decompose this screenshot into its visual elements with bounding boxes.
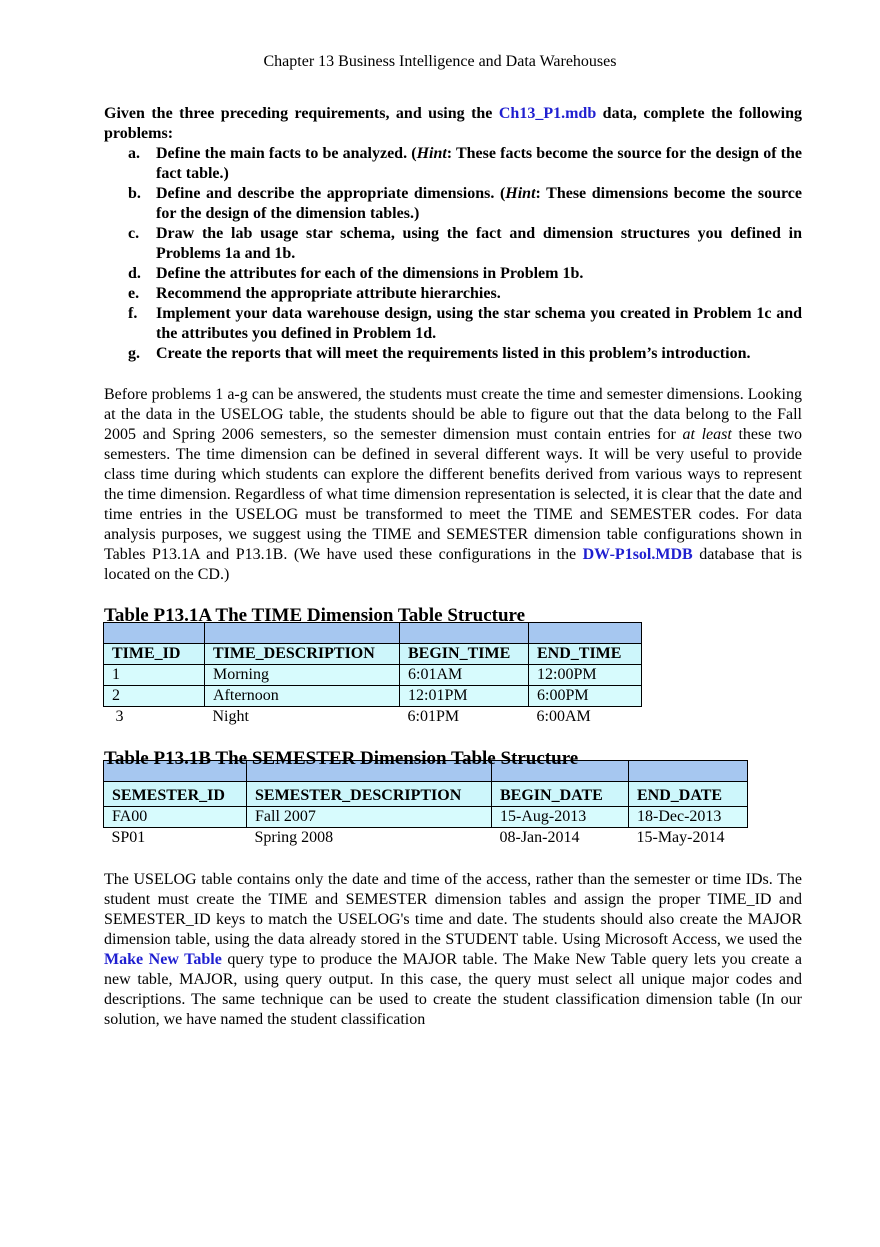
table-cell: 6:01AM [400,665,529,686]
problem-text: Draw the lab usage star schema, using the fact and dimension structures you defined in Problems 1a and 1b. [156,225,802,262]
table-cell: 18-Dec-2013 [629,807,748,828]
table-cell: 15-May-2014 [629,828,748,849]
problem-text: Define the attributes for each of the dimensions in Problem 1b. [156,265,584,282]
problem-label: g. [128,345,140,362]
table-cell: Fall 2007 [247,807,492,828]
table-cell: SP01 [104,828,247,849]
table-cell: 6:00AM [529,707,642,728]
table-cell: Night [205,707,400,728]
table-cell: Morning [205,665,400,686]
problem-text: Define and describe the appropriate dimensions. ( [156,185,506,202]
paragraph-text: Before problems 1 a-g can be answered, the students must create the time and semester dimensions. Looking at the data in the USELOG table, the students should be able to figure out that the data belong to the Fall 2005 and Spring 2006 semesters, so the semester dimension must contain entries for [104,386,802,443]
intro-sentence [104,104,802,144]
column-header: END_TIME [529,644,642,665]
table-caption-time: Table P13.1A The TIME Dimension Table Structure [104,605,526,626]
paragraph-uselog [104,870,802,1030]
paragraph-text: The USELOG table contains only the date and time of the access, rather than the semester or time IDs. The student must create the TIME and SEMESTER dimension tables and assign the proper TIME_ID and SEMESTER_ID keys to match the USELOG's time and date. The students should also create the MAJOR dimension table, using the data already stored in the STUDENT table. Using Microsoft Access, we used the [104,871,802,948]
problem-text: : These facts become the source for the design of the fact table.) [156,145,803,182]
problem-label: e. [128,285,140,302]
table-cell: FA00 [104,807,247,828]
table-cell: 2 [104,686,205,707]
database-name: DW-P1sol.MDB [582,546,693,563]
column-header: BEGIN_DATE [492,782,629,807]
problem-label: d. [128,265,141,282]
table-caption-semester: Table P13.1B The SEMESTER Dimension Table Structure [104,748,579,769]
time-dimension-table [103,622,642,727]
table-header-row [104,782,748,807]
table-cell: 6:00PM [529,686,642,707]
table-header-row [104,644,642,665]
intro-text-end: data, complete the following problems: [104,105,802,142]
problem-text: Implement your data warehouse design, using the star schema you created in Problem 1c and the attributes you defined in Problem 1d. [156,305,802,342]
problem-item-g [104,344,802,364]
table-row [104,686,642,707]
paragraph-dimensions [104,385,802,585]
problem-label: a. [128,145,140,162]
problem-text: Define the main facts to be analyzed. ( [156,145,417,162]
column-header: TIME_ID [104,644,205,665]
paragraph-text: database that is located on the CD.) [104,546,803,583]
data-file-link: Ch13_P1.mdb [498,105,597,122]
table-cell: 3 [104,707,205,728]
problem-item-f [104,304,802,344]
paragraph-text: query type to produce the MAJOR table. The Make New Table query lets you create a new table, MAJOR, using query output. In this case, the query must select all unique major codes and descriptions. The same technique can be used to create the student classification dimension table (In our solution, we have named the student classification [104,951,803,1028]
problem-label: f. [128,305,138,322]
column-header: BEGIN_TIME [400,644,529,665]
problem-label: c. [128,225,140,242]
column-header: SEMESTER_DESCRIPTION [247,782,492,807]
problem-list [104,144,802,364]
table-cell: 12:00PM [529,665,642,686]
paragraph-text: these two semesters. The time dimension can be defined in several different ways. It will be very useful to provide class time during which students can explore the different benefits derived from various ways to represent the time dimension. Regardless of what time dimension representation is selected, it is clear that the date and time entries in the USELOG must be transformed to meet the TIME and SEMESTER codes. For data analysis purposes, we suggest using the TIME and SEMESTER dimension table configurations shown in Tables P13.1A and P13.1B. (We have used these configurations in the [104,426,803,563]
hint-word: Hint [416,145,447,162]
table-cell: 1 [104,665,205,686]
table-cell: 6:01PM [400,707,529,728]
problem-item-d [104,264,802,284]
table-row [104,807,748,828]
problem-item-c [104,224,802,264]
table-row [104,828,748,849]
semester-dimension-table [103,760,748,848]
problem-item-a [104,144,802,184]
page-header: Chapter 13 Business Intelligence and Data Warehouses [263,53,617,70]
problem-item-e [104,284,802,304]
problem-text: Recommend the appropriate attribute hierarchies. [156,285,501,302]
hint-word: Hint [505,185,536,202]
column-header: SEMESTER_ID [104,782,247,807]
emphasis-text: at least [682,426,732,443]
table-cell: 15-Aug-2013 [492,807,629,828]
problem-intro [104,104,802,364]
problem-item-b [104,184,802,224]
table-row [104,665,642,686]
problem-text: : These dimensions become the source for the design of the dimension tables.) [156,185,802,222]
column-header: END_DATE [629,782,748,807]
table-row [104,707,642,728]
intro-text: Given the three preceding requirements, and using the [104,105,499,122]
column-header: TIME_DESCRIPTION [205,644,400,665]
query-type-name: Make New Table [104,951,222,968]
table-cell: Afternoon [205,686,400,707]
table-cell: 08-Jan-2014 [492,828,629,849]
table-cell: 12:01PM [400,686,529,707]
table-cell: Spring 2008 [247,828,492,849]
problem-label: b. [128,185,141,202]
problem-text: Create the reports that will meet the requirements listed in this problem’s introduction. [156,345,751,362]
